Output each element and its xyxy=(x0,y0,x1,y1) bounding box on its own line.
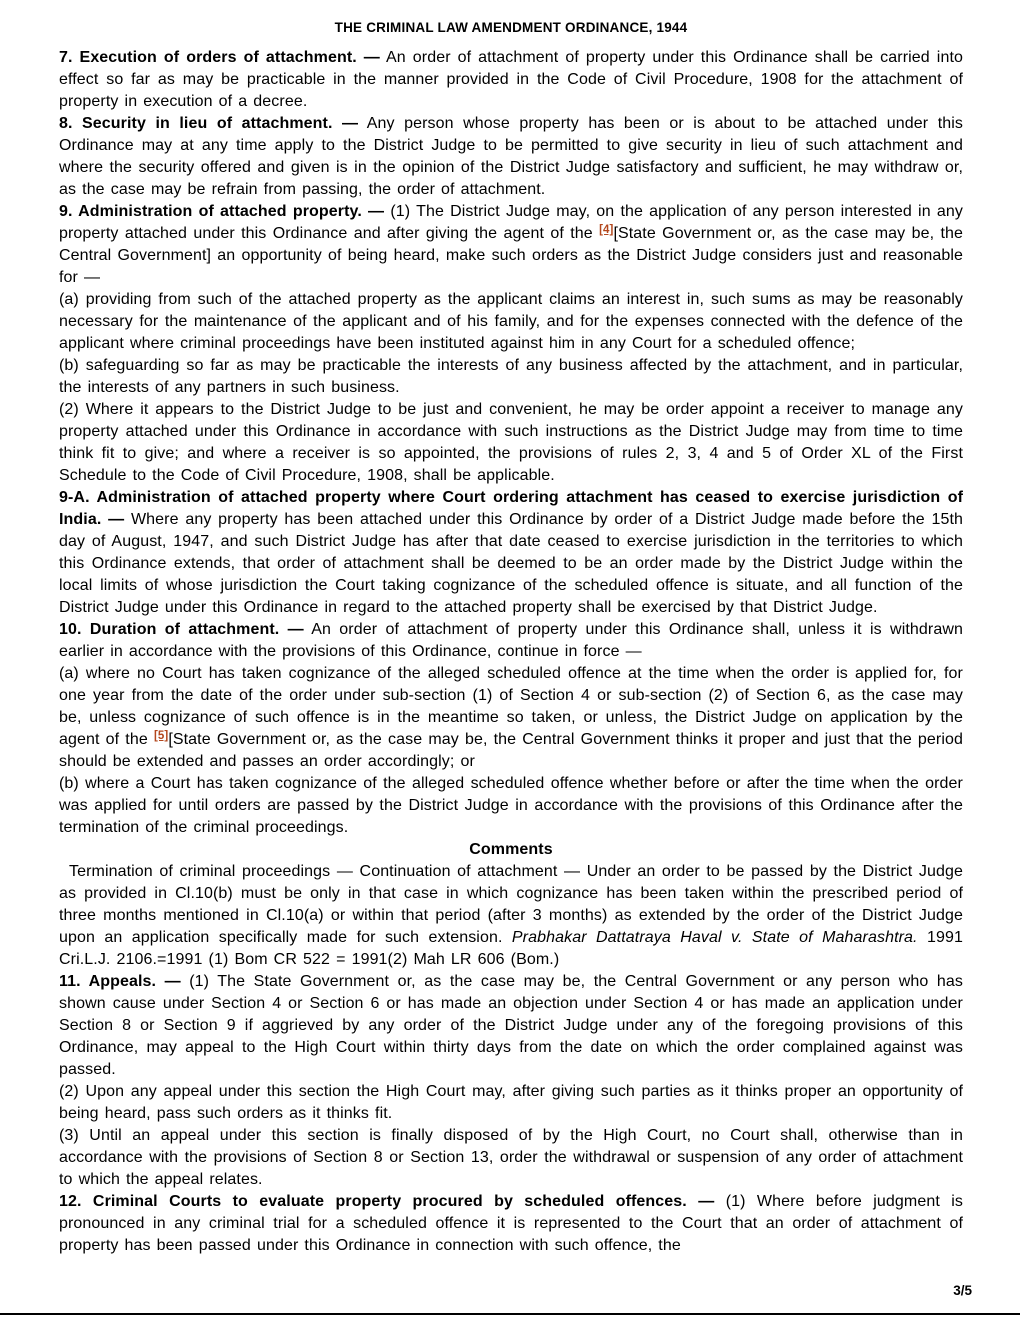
text-run: (2) Upon any appeal under this section the High Court may, after giving such parties as it thinks proper an opportunity of being heard, pass such orders as it thinks fit. xyxy=(59,1083,963,1122)
text-run: 8. Security in lieu of attachment. — xyxy=(59,115,359,132)
comments-heading xyxy=(59,839,963,861)
text-run: 9. Administration of attached property. — xyxy=(59,203,385,220)
paragraph xyxy=(59,1081,963,1125)
text-run: An order of attachment of property under this Ordinance shall, unless it is withdrawn earlier in accordance with the provisions of this Ordinance, continue in force — xyxy=(59,621,963,660)
footnote-ref-link[interactable]: [5] xyxy=(153,730,169,742)
paragraph xyxy=(59,663,963,773)
paragraph xyxy=(59,1191,963,1257)
paragraph xyxy=(59,1125,963,1191)
paragraph xyxy=(59,355,963,399)
footnote-ref-link[interactable]: [4] xyxy=(599,224,614,236)
paragraph xyxy=(59,861,963,971)
paragraph xyxy=(59,619,963,663)
text-run: (b) safeguarding so far as may be practicable the interests of any business affected by the attachment, and in particular, the interests of any partners in such business. xyxy=(59,357,963,396)
document-title: THE CRIMINAL LAW AMENDMENT ORDINANCE, 1944 xyxy=(334,20,688,35)
text-run: 1991 Cri.L.J. 2106.=1991 (1) Bom CR 522 = 1991(2) Mah LR 606 (Bom.) xyxy=(59,929,963,968)
page-number: 3/5 xyxy=(953,1283,972,1298)
paragraph xyxy=(59,971,963,1081)
text-run: Comments xyxy=(469,841,553,858)
text-run: (1) Where before judgment is pronounced in any criminal trial for a scheduled offence it is represented to the Court that an order of attachment of property has been passed under this Ordinance in connection with such offence, the xyxy=(59,1193,963,1254)
text-run: 10. Duration of attachment. — xyxy=(59,621,304,638)
text-run: [State Government or, as the case may be, the Central Government] an opportunity of being heard, make such orders as the District Judge considers just and reasonable for — xyxy=(59,225,963,286)
paragraph xyxy=(59,487,963,619)
text-run: [State Government or, as the case may be, the Central Government thinks it proper and just that the period should be extended and passes an order accordingly; or xyxy=(59,731,963,770)
text-run: An order of attachment of property under this Ordinance shall be carried into effect so far as may be practicable in the manner provided in the Code of Civil Procedure, 1908 for the attachment of property in execution of a decree. xyxy=(59,49,963,110)
paragraph xyxy=(59,773,963,839)
paragraph xyxy=(59,113,963,201)
bottom-divider xyxy=(0,1313,1020,1315)
paragraph xyxy=(59,47,963,113)
paragraph xyxy=(59,289,963,355)
paragraph xyxy=(59,201,963,289)
text-run: Termination of criminal proceedings — Continuation of attachment — Under an order to be passed by the District Judge as provided in Cl.10(b) must be only in that case in which cognizance has been taken within the prescribed period of three months mentioned in Cl.10(a) or within that period (after 3 months) as extended by the order of the District Judge upon an application specifically made for such extension. xyxy=(59,863,963,946)
text-run: (a) where no Court has taken cognizance of the alleged scheduled offence at the time when the order is applied for, for one year from the date of the order under sub-section (1) of Section 4 or sub-section (2) of Section 6, as the case may be, unless cognizance of such offence is in the meantime so taken, or unless, the District Judge on application by the agent of the xyxy=(59,665,963,748)
text-run: (b) where a Court has taken cognizance of the alleged scheduled offence whether before or after the time when the order was applied for until orders are passed by the District Judge in accordance with the provisions of this Ordinance after the termination of the criminal proceedings. xyxy=(59,775,963,836)
text-run: Where any property has been attached under this Ordinance by order of a District Judge made before the 15th day of August, 1947, and such District Judge has after that date ceased to exercise jurisdiction in the territories to which this Ordinance extends, that order of attachment shall be deemed to be an order made by the District Judge within the local limits of whose jurisdiction the Court taking cognizance of the scheduled offence is situate, and all function of the District Judge under this Ordinance in regard to the attached property shall be exercised by that District Judge. xyxy=(59,511,963,616)
text-run: 11. Appeals. — xyxy=(59,973,181,990)
text-run: (1) The State Government or, as the case may be, the Central Government or any person who has shown cause under Section 4 or Section 6 or has made an objection under Section 4 or has made an application under Section 8 or Section 9 if aggrieved by any order of the District Judge under any of the foregoing provisions of this Ordinance, may appeal to the High Court within thirty days from the date on which the order complained against was passed. xyxy=(59,973,963,1078)
text-run: Any person whose property has been or is about to be attached under this Ordinance may at any time apply to the District Judge to be permitted to give security in lieu of such attachment and where the security offered and given is in the opinion of the District Judge satisfactory and sufficient, he may withdraw or, as the case may be refrain from passing, the order of attachment. xyxy=(59,115,963,198)
text-run: Prabhakar Dattatraya Haval v. State of Maharashtra. xyxy=(511,929,918,946)
paragraph xyxy=(59,399,963,487)
text-run: (2) Where it appears to the District Judge to be just and convenient, he may be order appoint a receiver to manage any property attached under this Ordinance in accordance with such instructions as the District Judge may from time to time think fit to give; and where a receiver is so appointed, the provisions of rules 2, 3, 4 and 5 of Order XL of the First Schedule to the Code of Civil Procedure, 1908, shall be applicable. xyxy=(59,401,963,484)
document-body xyxy=(59,47,963,1257)
text-run: (a) providing from such of the attached property as the applicant claims an interest in, such sums as may be reasonably necessary for the maintenance of the applicant and of his family, and for the expenses connected with the defence of the applicant where criminal proceedings have been instituted against him in any Court for a scheduled offence; xyxy=(59,291,963,352)
text-run: 7. Execution of orders of attachment. — xyxy=(59,49,380,66)
text-run: 12. Criminal Courts to evaluate property procured by scheduled offences. — xyxy=(59,1193,715,1210)
text-run: 9-A. Administration of attached property where Court ordering attachment has ceased to exercise jurisdiction of India. — xyxy=(59,489,963,528)
text-run: (1) The District Judge may, on the application of any person interested in any property attached under this Ordinance and after giving the agent of the xyxy=(59,203,963,242)
text-run: (3) Until an appeal under this section is finally disposed of by the High Court, no Court shall, otherwise than in accordance with the provisions of Section 8 or Section 13, order the withdrawal or suspension of any order of attachment to which the appeal relates. xyxy=(59,1127,963,1188)
